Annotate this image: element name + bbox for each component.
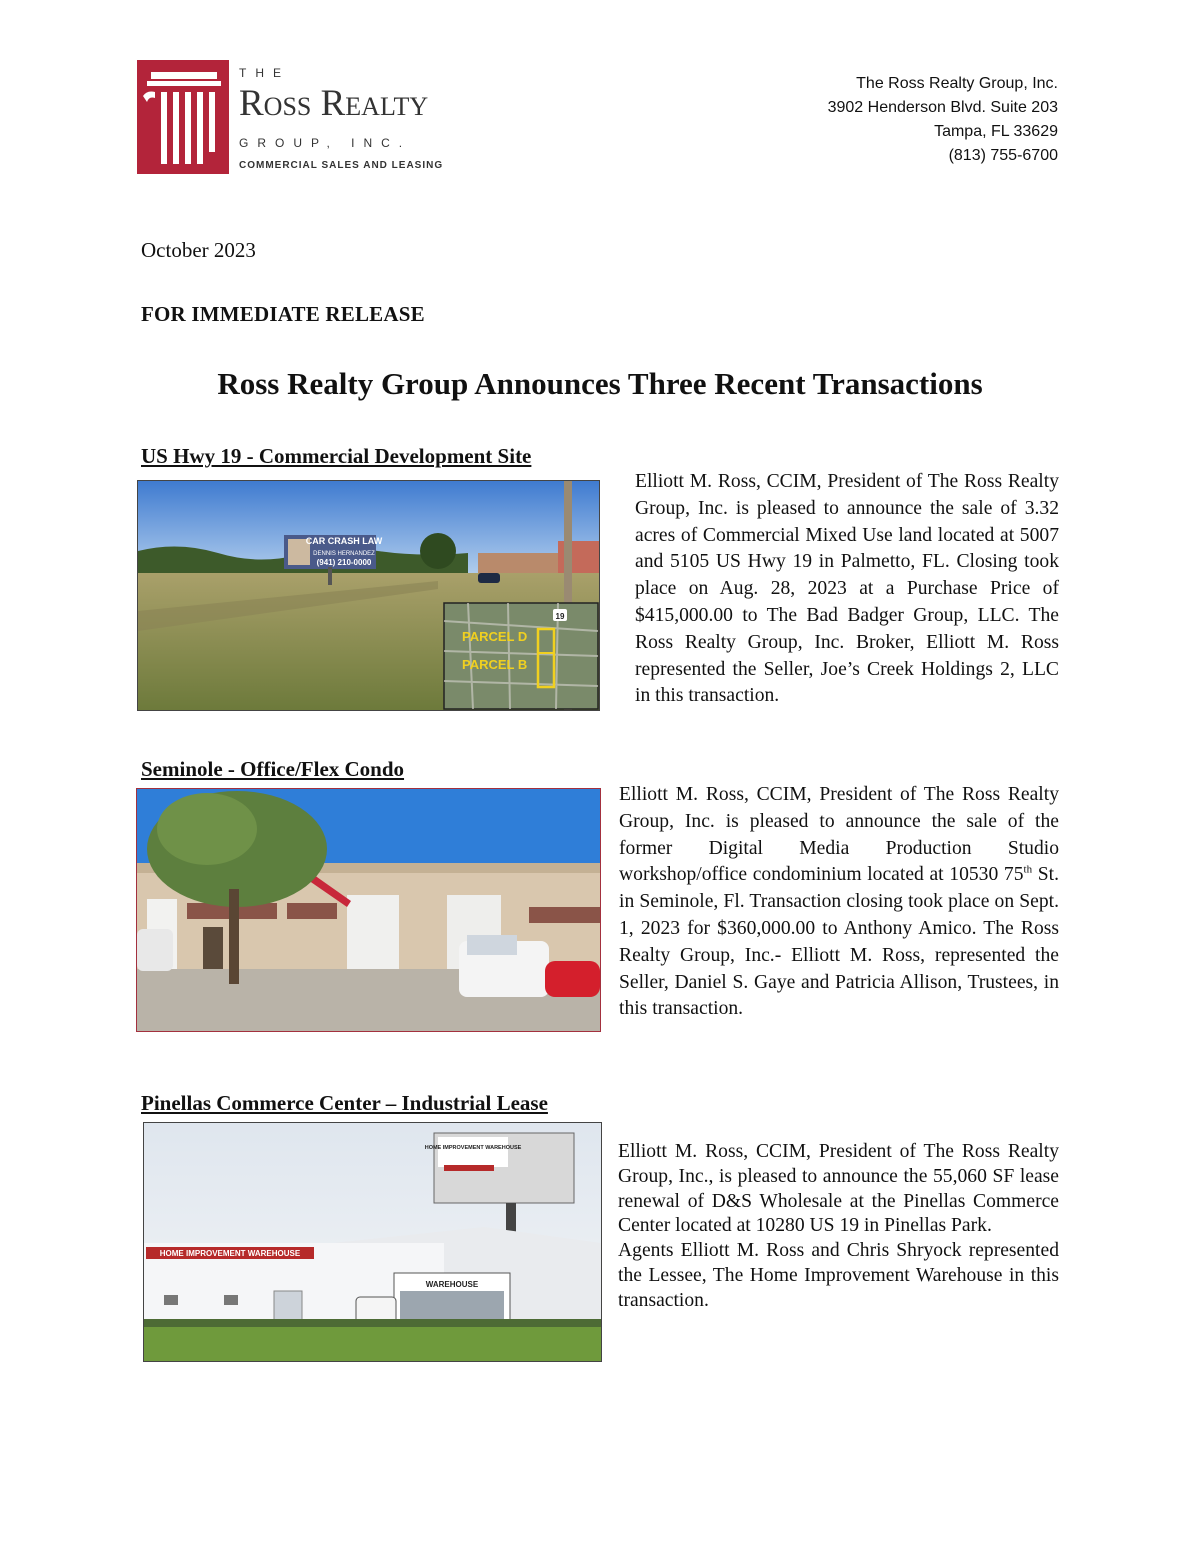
billboard-phone: (941) 210-0000: [316, 558, 372, 567]
photo-us-hwy-19-site: [137, 480, 600, 711]
billboard-title: HOME IMPROVEMENT WAREHOUSE: [424, 1145, 522, 1151]
billboard-text-1: CAR CRASH LAW: [305, 536, 383, 546]
section-body-seminole-part1: Elliott M. Ross, CCIM, President of The Ross Realty Group, Inc. is pleased to announce the sale of the former Digital Media Production Studio workshop/office condominium located at 10530 75: [619, 784, 1059, 886]
map-label-parcel-d: PARCEL D: [462, 629, 528, 644]
section-body-pinellas-p2: Agents Elliott M. Ross and Chris Shryock represented the Lessee, The Home Improvement Warehouse in this transaction.: [618, 1240, 1059, 1311]
photo-seminole-condo: [136, 788, 601, 1032]
section-heading-pinellas: Pinellas Commerce Center – Industrial Lease: [141, 1091, 548, 1115]
street-address: 3902 Henderson Blvd. Suite 203: [827, 99, 1058, 116]
logo-tagline: COMMERCIAL SALES AND LEASING: [239, 160, 444, 171]
truck-sign: WAREHOUSE: [425, 1280, 479, 1289]
billboard-text-2: DENNIS HERNANDEZ: [313, 551, 375, 557]
city-state-zip: Tampa, FL 33629: [934, 123, 1058, 140]
logo-group: GROUP, INC.: [239, 136, 412, 150]
company-logo: [137, 60, 477, 176]
ordinal-suffix: th: [1023, 863, 1033, 876]
section-body-seminole: [619, 782, 1059, 1023]
release-date: October 2023: [141, 238, 256, 262]
building-sign: HOME IMPROVEMENT WAREHOUSE: [159, 1249, 301, 1258]
company-address: [828, 72, 1058, 168]
section-heading-seminole: Seminole - Office/Flex Condo: [141, 757, 405, 781]
page-title: Ross Realty Group Announces Three Recent Transactions: [217, 366, 983, 401]
us-19-shield: 19: [555, 612, 565, 621]
section-body-pinellas: [618, 1140, 1059, 1314]
phone-number: (813) 755-6700: [948, 147, 1058, 164]
photo-pinellas-commerce-center: [143, 1122, 602, 1362]
logo-name: Ross Realty: [239, 83, 429, 124]
column-logo-icon: [137, 60, 229, 174]
release-label: FOR IMMEDIATE RELEASE: [141, 302, 425, 326]
logo-the: THE: [239, 66, 290, 80]
section-body-seminole-part2: St. in Seminole, Fl. Transaction closing took place on Sept. 1, 2023 for $360,000.00 to Anthony Amico. The Ross Realty Group, Inc.- Elliott M. Ross, represented the Seller, Daniel S. Gaye and Patricia Allison, Trustees, in this transaction.: [619, 864, 1059, 1020]
company-name: The Ross Realty Group, Inc.: [856, 75, 1058, 92]
map-label-parcel-b: PARCEL B: [462, 657, 528, 672]
section-body-pinellas-p1: Elliott M. Ross, CCIM, President of The Ross Realty Group, Inc., is pleased to announce the 55,060 SF lease renewal of D&S Wholesale at the Pinellas Commerce Center located at 10280 US 19 in Pinellas Park.: [618, 1141, 1059, 1237]
section-body-us-hwy-19: Elliott M. Ross, CCIM, President of The Ross Realty Group, Inc. is pleased to announce the sale of 3.32 acres of Commercial Mixed Use land located at 5007 and 5105 US Hwy 19 in Palmetto, FL. Closing took place on Aug. 28, 2023 at a Purchase Price of $415,000.00 to The Bad Badger Group, LLC. The Ross Realty Group, Inc. Broker, Elliott M. Ross represented the Seller, Joe’s Creek Holdings 2, LLC in this transaction.: [635, 471, 1059, 707]
section-heading-us-hwy-19: US Hwy 19 - Commercial Development Site: [141, 444, 532, 468]
